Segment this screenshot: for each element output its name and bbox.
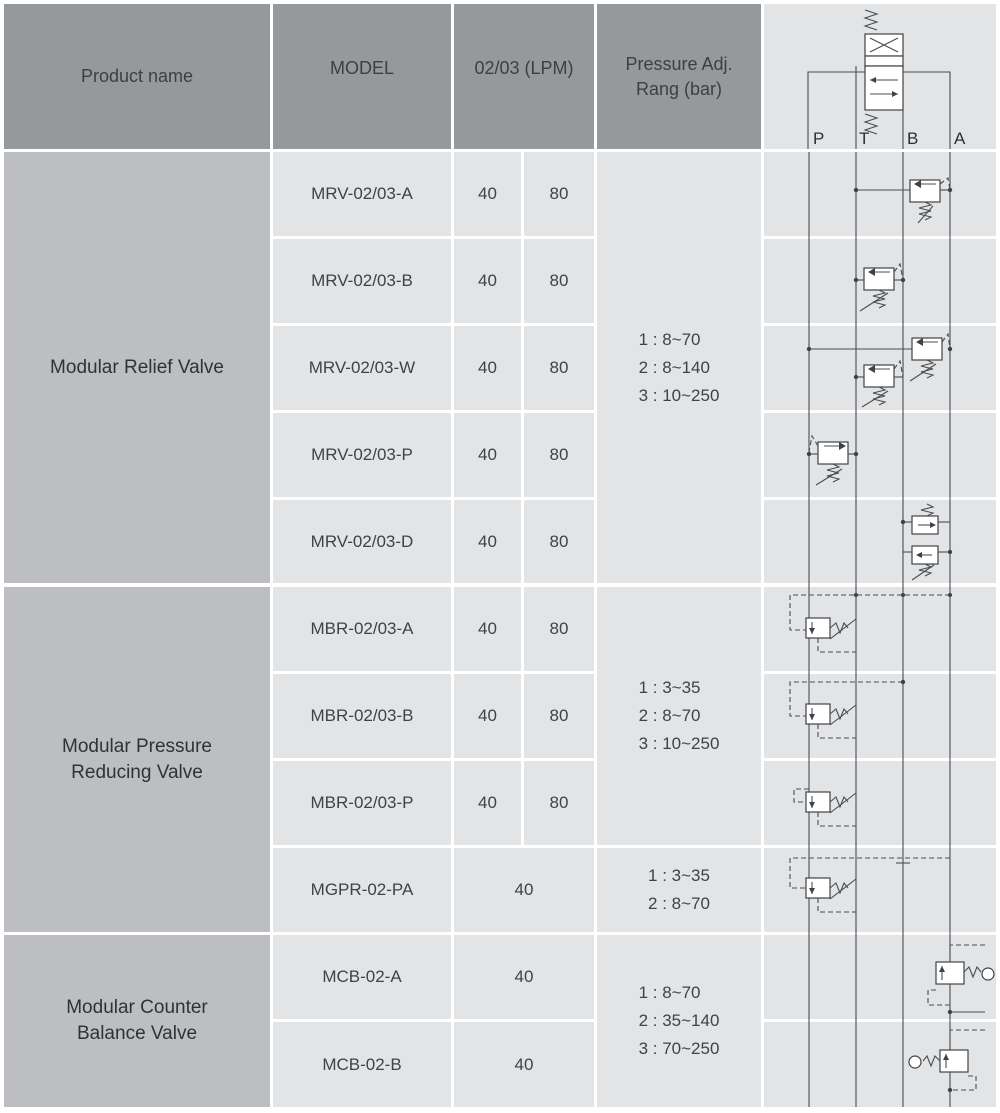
lpm-text: 40 bbox=[514, 1054, 534, 1074]
counter-balance-a-symbol bbox=[928, 945, 994, 1014]
counter-balance-b-symbol bbox=[909, 1030, 985, 1092]
model-text: MRV-02/03-D bbox=[310, 531, 414, 551]
range-line: 2 : 35~140 bbox=[638, 1011, 720, 1030]
lpm03-text: 80 bbox=[549, 271, 569, 290]
group-reducing-name-line1: Modular Pressure bbox=[62, 735, 212, 757]
port-label-a: A bbox=[954, 129, 966, 148]
group-counter-name-line1: Modular Counter bbox=[66, 997, 208, 1019]
lpm03-text: 80 bbox=[549, 358, 569, 377]
model-text: MBR-02/03-B bbox=[310, 706, 414, 725]
port-label-t: T bbox=[859, 129, 870, 148]
lpm02-text: 40 bbox=[478, 619, 497, 638]
lpm02-text: 40 bbox=[478, 531, 497, 551]
header-flow-text: 02/03 (LPM) bbox=[474, 58, 574, 78]
lpm02-text: 40 bbox=[478, 271, 497, 290]
lpm03-text: 80 bbox=[549, 706, 569, 725]
lpm03-text: 80 bbox=[549, 184, 569, 203]
group-relief-name-text: Modular Relief Valve bbox=[50, 356, 224, 378]
relief-valve-w-symbol bbox=[807, 334, 952, 407]
reducing-valve-pa-symbol bbox=[790, 858, 950, 912]
model-text: MCB-02-B bbox=[322, 1054, 402, 1074]
model-text: MGPR-02-PA bbox=[310, 880, 414, 899]
range-line: 2 : 8~70 bbox=[638, 706, 701, 725]
port-label-b: B bbox=[907, 129, 919, 148]
lpm03-text: 80 bbox=[549, 445, 569, 464]
model-text: MRV-02/03-W bbox=[308, 358, 416, 377]
lpm03-text: 80 bbox=[549, 793, 569, 812]
lpm02-text: 40 bbox=[478, 706, 497, 725]
lpm-text: 40 bbox=[514, 880, 534, 899]
header-product-name-text: Product name bbox=[80, 66, 194, 86]
relief-valve-b-symbol bbox=[854, 264, 905, 311]
lpm03-text: 80 bbox=[549, 619, 569, 638]
lpm02-text: 40 bbox=[478, 445, 497, 464]
range-line: 3 : 70~250 bbox=[638, 1039, 720, 1058]
group-counter-name-line2: Balance Valve bbox=[76, 1023, 198, 1044]
relief-valve-p-symbol bbox=[807, 436, 858, 485]
model-text: MCB-02-A bbox=[322, 967, 402, 986]
reducing-valve-a-symbol bbox=[790, 593, 952, 652]
range-line: 2 : 8~140 bbox=[638, 357, 710, 377]
model-text: MRV-02/03-P bbox=[311, 445, 413, 464]
relief-valve-d-symbol bbox=[901, 504, 952, 580]
range-line: 1 : 8~70 bbox=[638, 983, 701, 1002]
range-line: 3 : 10~250 bbox=[638, 385, 720, 405]
model-text: MRV-02/03-A bbox=[311, 184, 413, 203]
range-line: 1 : 3~35 bbox=[648, 866, 710, 885]
group-reducing-name-line2: Reducing Valve bbox=[71, 761, 203, 783]
range-line: 3 : 10~250 bbox=[638, 734, 720, 753]
reducing-valve-b-symbol bbox=[790, 680, 905, 738]
range-line: 1 : 8~70 bbox=[638, 329, 701, 349]
reducing-valve-p-symbol bbox=[794, 789, 856, 826]
range-line: 1 : 3~35 bbox=[638, 678, 701, 697]
lpm02-text: 40 bbox=[478, 793, 497, 812]
header-model-text: MODEL bbox=[329, 58, 394, 78]
model-text: MBR-02/03-A bbox=[310, 619, 414, 638]
range-line: 2 : 8~70 bbox=[648, 894, 710, 913]
header-pressure-line1: Pressure Adj. bbox=[625, 54, 733, 75]
lpm03-text: 80 bbox=[549, 531, 569, 551]
port-label-p: P bbox=[813, 129, 825, 148]
lpm02-text: 40 bbox=[478, 184, 497, 203]
lpm02-text: 40 bbox=[478, 358, 497, 377]
directional-valve-icon bbox=[808, 10, 950, 149]
model-text: MBR-02/03-P bbox=[310, 793, 414, 812]
lpm-text: 40 bbox=[514, 967, 534, 986]
model-text: MRV-02/03-B bbox=[311, 271, 413, 290]
header-pressure-line2: Rang (bar) bbox=[635, 78, 723, 99]
